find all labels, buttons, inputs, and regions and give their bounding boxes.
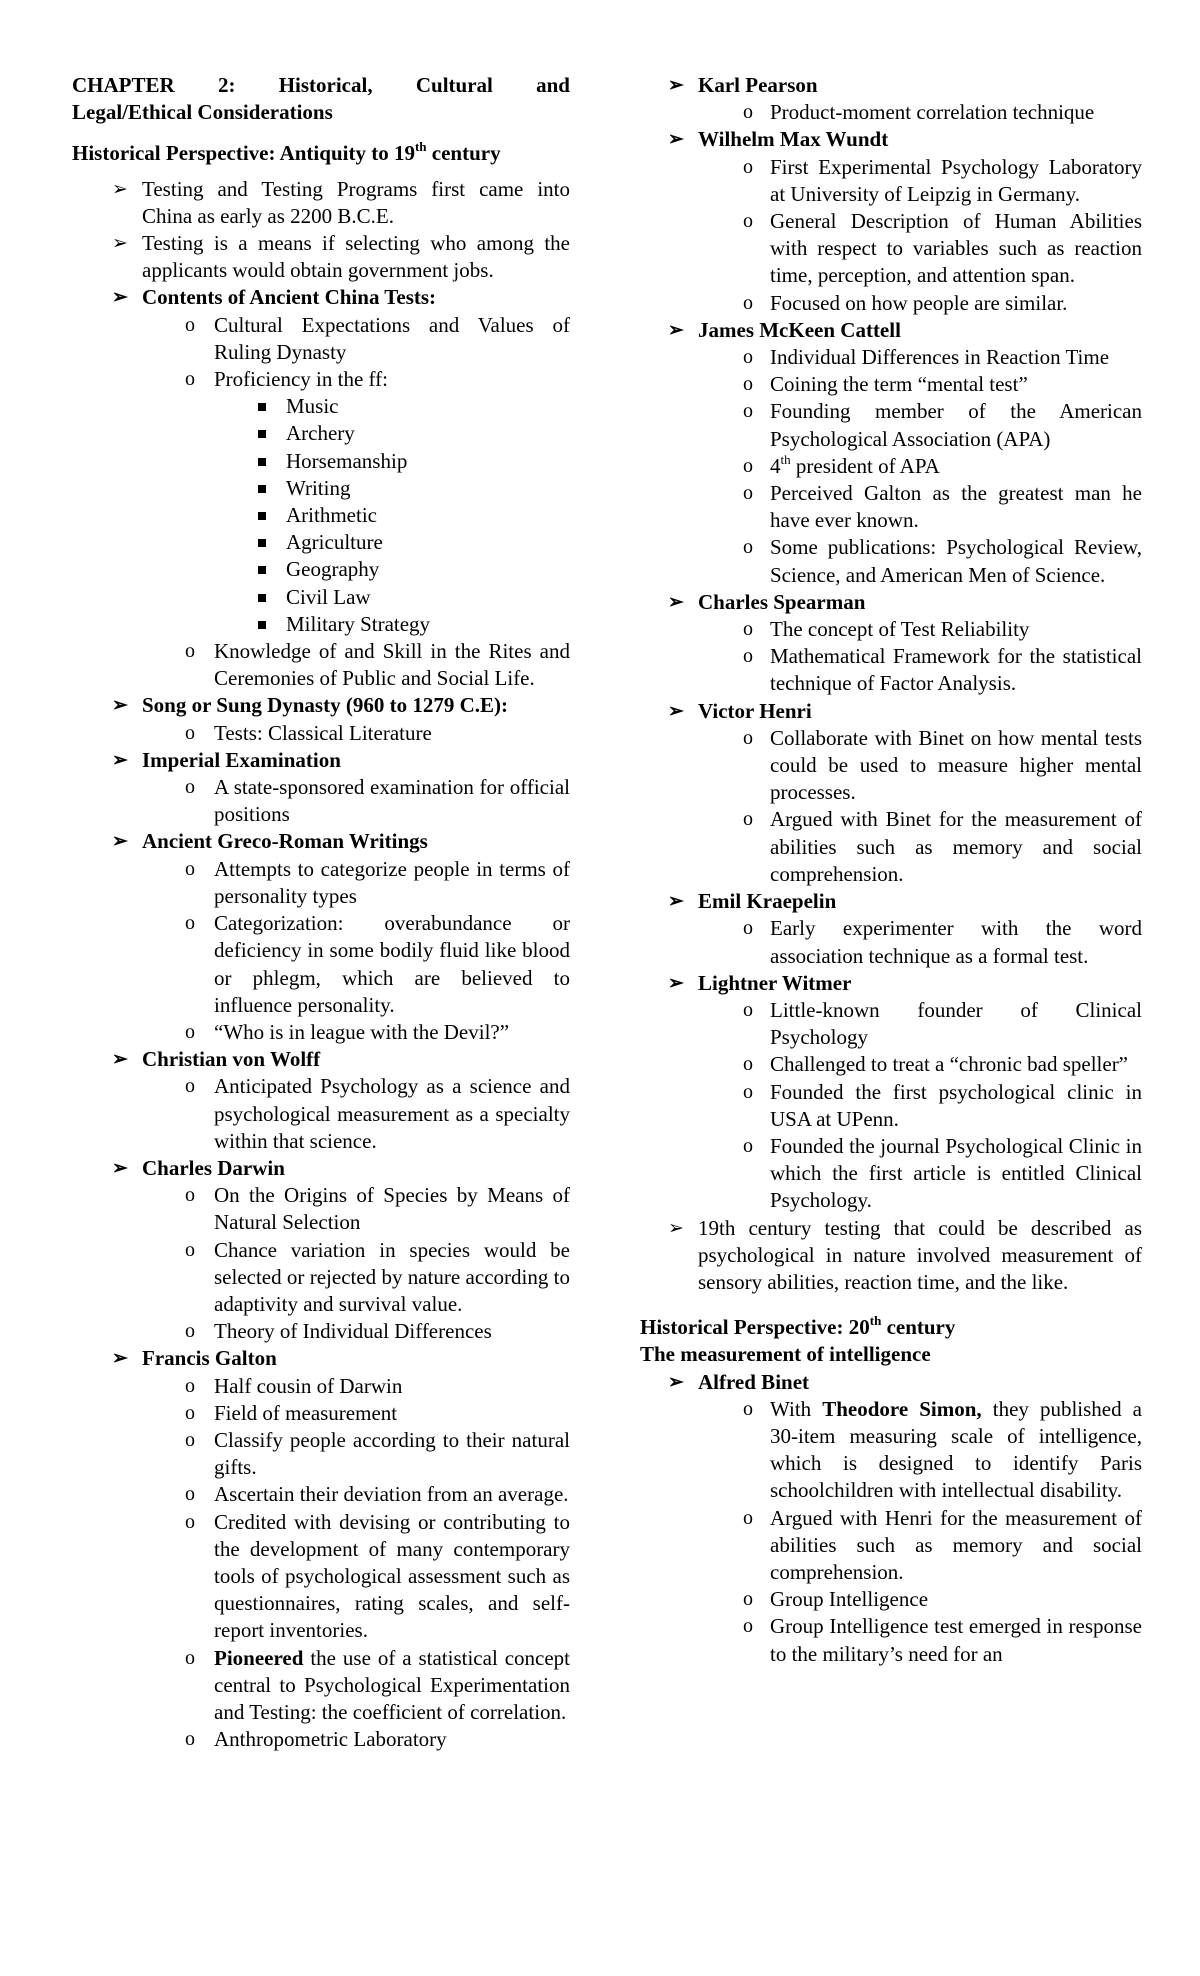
arrow-bullet-icon: ➢ (112, 831, 128, 853)
list-item: o Field of measurement (72, 1400, 570, 1427)
square-bullet-icon (250, 393, 274, 411)
circle-bullet-icon: o (743, 998, 753, 1021)
list-item: Writing (72, 475, 570, 502)
list-item: ➢ Ancient Greco-Roman Writings (72, 828, 570, 855)
circle-bullet-icon: o (185, 1646, 195, 1669)
list-item: o Tests: Classical Literature (72, 720, 570, 747)
circle-bullet-icon: o (743, 1053, 753, 1076)
circle-bullet-icon: o (185, 640, 195, 663)
circle-bullet-icon: o (743, 400, 753, 423)
chapter-word: and (536, 73, 570, 97)
list-item: o Credited with devising or contributing to the development of many contemporary tools of psychological assessment such as questionnaires, rating scales, and self-report inventories. (72, 1509, 570, 1645)
circle-bullet-icon: o (743, 454, 753, 477)
list-item: ➢ Testing and Testing Programs first came into China as early as 2200 B.C.E. (72, 176, 570, 230)
chapter-word: Historical, (278, 73, 373, 97)
circle-bullet-icon: o (743, 1134, 753, 1157)
square-bullet-icon (250, 611, 274, 629)
circle-bullet-icon: o (743, 346, 753, 369)
section-heading-20th-century: Historical Perspective: 20th century (640, 1313, 956, 1340)
list-item: o First Experimental Psychology Laboratory at University of Leipzig in Germany. (640, 154, 1142, 208)
circle-bullet-icon: o (743, 1615, 753, 1638)
list-item: o Some publications: Psychological Review, Science, and American Men of Science. (640, 534, 1142, 588)
square-bullet-icon (250, 475, 274, 493)
circle-bullet-icon: o (743, 155, 753, 178)
chapter-word: 2: (217, 73, 236, 97)
list-item: o Focused on how people are similar. (640, 290, 1142, 317)
list-item: o Half cousin of Darwin (72, 1373, 570, 1400)
circle-bullet-icon: o (743, 210, 753, 233)
list-item: Horsemanship (72, 448, 570, 475)
list-item: ➢ Victor Henri (640, 698, 1142, 725)
chapter-word: CHAPTER (72, 73, 175, 97)
circle-bullet-icon: o (185, 857, 195, 880)
square-bullet-icon (250, 420, 274, 438)
circle-bullet-icon: o (185, 912, 195, 935)
list-item: o Chance variation in species would be selected or rejected by nature according to adaptivity and survival value. (72, 1237, 570, 1319)
list-item: o Classify people according to their natural gifts. (72, 1427, 570, 1481)
circle-bullet-icon: o (185, 1320, 195, 1343)
list-item: o 4th president of APA (640, 453, 1142, 480)
circle-bullet-icon: o (743, 645, 753, 668)
circle-bullet-icon: o (743, 1080, 753, 1103)
list-item: Military Strategy (72, 611, 570, 638)
circle-bullet-icon: o (743, 101, 753, 124)
square-bullet-icon (250, 529, 274, 547)
square-bullet-icon (250, 502, 274, 520)
list-item: o Founded the first psychological clinic in USA at UPenn. (640, 1079, 1142, 1133)
list-item: o Product-moment correlation technique (640, 99, 1142, 126)
arrow-bullet-icon: ➢ (112, 287, 128, 309)
list-item: ➢ Testing is a means if selecting who among the applicants would obtain government jobs. (72, 230, 570, 284)
list-item: o Early experimenter with the word association technique as a formal test. (640, 915, 1142, 969)
list-item: Archery (72, 420, 570, 447)
list-item: o Argued with Henri for the measurement of abilities such as memory and social comprehension. (640, 1505, 1142, 1587)
arrow-bullet-icon: ➢ (112, 233, 128, 255)
arrow-bullet-icon: ➢ (112, 695, 128, 717)
circle-bullet-icon: o (743, 291, 753, 314)
square-bullet-icon (250, 448, 274, 466)
circle-bullet-icon: o (743, 1588, 753, 1611)
list-item: ➢ Lightner Witmer (640, 970, 1142, 997)
chapter-title-line2: Legal/Ethical Considerations (72, 100, 333, 125)
list-item: Agriculture (72, 529, 570, 556)
arrow-bullet-icon: ➢ (668, 75, 684, 96)
arrow-bullet-icon: ➢ (668, 972, 684, 994)
square-bullet-icon (250, 584, 274, 602)
chapter-word: Cultural (415, 73, 493, 97)
list-item: ➢ Song or Sung Dynasty (960 to 1279 C.E): (72, 692, 570, 719)
list-item: o Founding member of the American Psychological Association (APA) (640, 398, 1142, 452)
circle-bullet-icon: o (185, 1238, 195, 1261)
list-item: ➢ Charles Spearman (640, 589, 1142, 616)
list-item: ➢ Contents of Ancient China Tests: (72, 284, 570, 311)
right-column (640, 72, 1142, 1668)
square-bullet-icon (250, 556, 274, 574)
arrow-bullet-icon: ➢ (112, 1157, 128, 1179)
list-item: o Cultural Expectations and Values of Ruling Dynasty (72, 312, 570, 366)
circle-bullet-icon: o (185, 1374, 195, 1397)
list-item: Music (72, 393, 570, 420)
list-item: o Challenged to treat a “chronic bad speller” (640, 1051, 1142, 1078)
list-item: o “Who is in league with the Devil?” (72, 1019, 570, 1046)
list-item: o Coining the term “mental test” (640, 371, 1142, 398)
section-heading-antiquity: Historical Perspective: Antiquity to 19th century (72, 139, 501, 166)
list-item: o With Theodore Simon, they published a 30-item measuring scale of intelligence, which is designed to identify Paris schoolchildren with intellectual disability. (640, 1396, 1142, 1505)
list-item: ➢ Charles Darwin (72, 1155, 570, 1182)
circle-bullet-icon: o (185, 1075, 195, 1098)
list-item: Arithmetic (72, 502, 570, 529)
left-column (72, 72, 570, 1753)
circle-bullet-icon: o (743, 917, 753, 940)
list-item: o Mathematical Framework for the statistical technique of Factor Analysis. (640, 643, 1142, 697)
section-subheading-intelligence: The measurement of intelligence (640, 1342, 931, 1367)
arrow-bullet-icon: ➢ (112, 749, 128, 771)
list-item: o Ascertain their deviation from an average. (72, 1481, 570, 1508)
circle-bullet-icon: o (185, 368, 195, 391)
circle-bullet-icon: o (185, 313, 195, 336)
list-item: Civil Law (72, 584, 570, 611)
list-item: o Group Intelligence test emerged in response to the military’s need for an (640, 1613, 1142, 1667)
arrow-bullet-icon: ➢ (668, 891, 684, 913)
list-item: o Anthropometric Laboratory (72, 1726, 570, 1753)
circle-bullet-icon: o (743, 482, 753, 505)
circle-bullet-icon: o (185, 1184, 195, 1207)
list-item: ➢ Karl Pearson (640, 72, 1142, 99)
arrow-bullet-icon: ➢ (668, 319, 684, 341)
arrow-bullet-icon: ➢ (112, 1049, 128, 1071)
list-item: o General Description of Human Abilities with respect to variables such as reaction time, perception, and attention span. (640, 208, 1142, 290)
circle-bullet-icon: o (743, 618, 753, 641)
list-item: ➢ Francis Galton (72, 1345, 570, 1372)
circle-bullet-icon: o (185, 721, 195, 744)
list-item: o Founded the journal Psychological Clinic in which the first article is entitled Clinical Psychology. (640, 1133, 1142, 1215)
circle-bullet-icon: o (185, 1020, 195, 1043)
list-item: o Knowledge of and Skill in the Rites and Ceremonies of Public and Social Life. (72, 638, 570, 692)
list-item: o Group Intelligence (640, 1586, 1142, 1613)
circle-bullet-icon: o (743, 536, 753, 559)
arrow-bullet-icon: ➢ (668, 1371, 684, 1393)
list-item: o Individual Differences in Reaction Time (640, 344, 1142, 371)
circle-bullet-icon: o (185, 1728, 195, 1751)
list-item: o A state-sponsored examination for official positions (72, 774, 570, 828)
list-item: o On the Origins of Species by Means of Natural Selection (72, 1182, 570, 1236)
chapter-title (72, 72, 570, 126)
circle-bullet-icon: o (185, 1483, 195, 1506)
list-item: o Perceived Galton as the greatest man he have ever known. (640, 480, 1142, 534)
circle-bullet-icon: o (185, 1428, 195, 1451)
circle-bullet-icon: o (185, 1510, 195, 1533)
list-item: o Proficiency in the ff: (72, 366, 570, 393)
arrow-bullet-icon: ➢ (112, 178, 128, 200)
circle-bullet-icon: o (743, 1397, 753, 1420)
list-item: o Categorization: overabundance or deficiency in some bodily fluid like blood or phlegm, which are believed to influence personality. (72, 910, 570, 1019)
list-item: o Pioneered the use of a statistical concept central to Psychological Experimentation and Testing: the coefficient of correlation. (72, 1645, 570, 1727)
list-item: o Theory of Individual Differences (72, 1318, 570, 1345)
list-item: o Collaborate with Binet on how mental tests could be used to measure higher mental processes. (640, 725, 1142, 807)
circle-bullet-icon: o (743, 373, 753, 396)
list-item: ➢ 19th century testing that could be described as psychological in nature involved measurement of sensory abilities, reaction time, and the like. (640, 1215, 1142, 1297)
arrow-bullet-icon: ➢ (668, 700, 684, 722)
list-item: o Argued with Binet for the measurement of abilities such as memory and social comprehension. (640, 806, 1142, 888)
arrow-bullet-icon: ➢ (668, 591, 684, 613)
circle-bullet-icon: o (185, 776, 195, 799)
list-item: ➢ Alfred Binet (640, 1369, 1142, 1396)
list-item: o Little-known founder of Clinical Psychology (640, 997, 1142, 1051)
list-item: Geography (72, 556, 570, 583)
arrow-bullet-icon: ➢ (668, 1217, 684, 1239)
circle-bullet-icon: o (743, 726, 753, 749)
list-item: o Attempts to categorize people in terms of personality types (72, 856, 570, 910)
list-item: ➢ Emil Kraepelin (640, 888, 1142, 915)
list-item: ➢ Imperial Examination (72, 747, 570, 774)
list-item: ➢ Christian von Wolff (72, 1046, 570, 1073)
list-item: o The concept of Test Reliability (640, 616, 1142, 643)
arrow-bullet-icon: ➢ (668, 129, 684, 151)
list-item: ➢ Wilhelm Max Wundt (640, 126, 1142, 153)
arrow-bullet-icon: ➢ (112, 1348, 128, 1370)
circle-bullet-icon: o (743, 808, 753, 831)
circle-bullet-icon: o (743, 1506, 753, 1529)
circle-bullet-icon: o (185, 1401, 195, 1424)
list-item: o Anticipated Psychology as a science and psychological measurement as a specialty within that science. (72, 1073, 570, 1155)
list-item: ➢ James McKeen Cattell (640, 317, 1142, 344)
